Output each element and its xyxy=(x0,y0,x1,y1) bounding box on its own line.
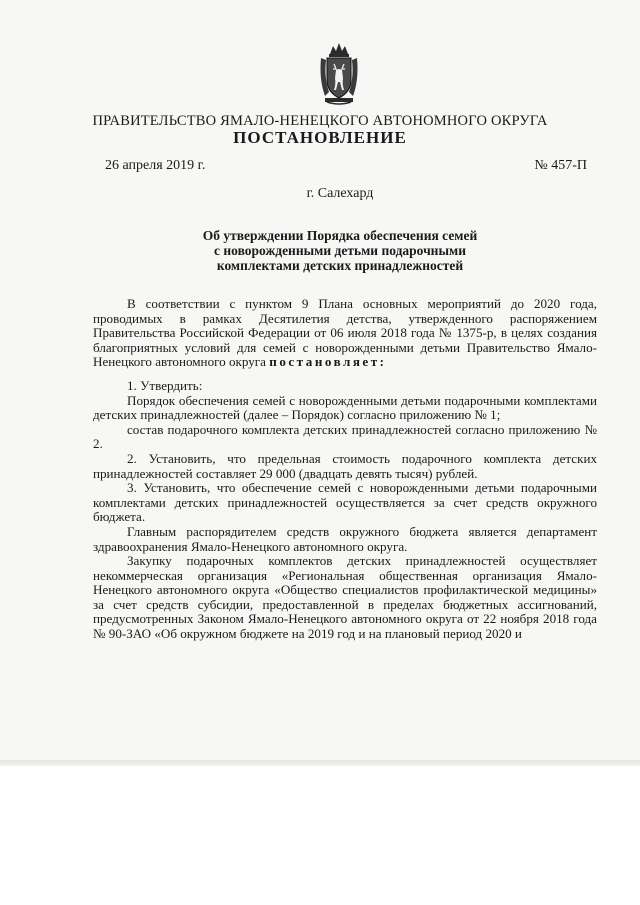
document-type: ПОСТАНОВЛЕНИЕ xyxy=(233,128,407,147)
coat-of-arms-icon xyxy=(317,40,361,106)
preamble-paragraph xyxy=(93,297,597,370)
item-3b-paragraph: Главным распорядителем средств окружного бюджета является департамент здравоохранения Ямало-Ненецкого автономного округа. xyxy=(93,523,597,554)
item-3c-paragraph: Закупку подарочных комплектов детских принадлежностей осуществляет некоммерческая организация «Региональная общественная организация Ямало-Ненецкого автономного округа «Общество специалистов профилактической медицины» за счет средств субсидии, предоставленной в пределах бюджетных ассигнований, предусмотренных Законом Ямало-Ненецкого автономного округа от 22 ноября 2018 года № 90-ЗАО «Об окружном бюджете на 2019 год и на плановый период 2020 и xyxy=(93,553,597,642)
item-3-paragraph: 3. Установить, что обеспечение семей с новорожденными детьми подарочными комплектами детских принадлежностей осуществляется за счет средств окружного бюджета. xyxy=(93,480,597,525)
document-date: 26 апреля 2019 г. xyxy=(105,158,206,173)
document-body xyxy=(93,297,597,642)
document-place: г. Салехард xyxy=(306,186,374,201)
item-1-heading: 1. Утвердить: xyxy=(127,377,203,393)
title-line-2: с новорожденными детьми подарочными xyxy=(214,243,466,258)
government-name: ПРАВИТЕЛЬСТВО ЯМАЛО-НЕНЕЦКОГО АВТОНОМНОГО ОКРУГА xyxy=(92,113,548,129)
document-title xyxy=(160,228,520,273)
title-line-3: комплектами детских принадлежностей xyxy=(216,258,464,273)
scan-edge xyxy=(0,760,640,766)
item-1b-paragraph: состав подарочного комплекта детских принадлежностей согласно приложению № 2. xyxy=(93,421,597,452)
item-2-paragraph: 2. Установить, что предельная стоимость подарочного комплекта детских принадлежностей составляет 29 000 (двадцать девять тысяч) рублей. xyxy=(93,450,597,481)
preamble-text: В соответствии с пунктом 9 Плана основных мероприятий до 2020 года, проводимых в рамках Десятилетия детства, утвержденного распоряжением Правительства Российской Федерации от 06 июля 2018 года № 1375-р, в целях создания благоприятных условий для семей с новорожденными детьми Правительство Ямало-Ненецкого автономного округа xyxy=(93,296,597,370)
document-number: № 457-П xyxy=(534,158,587,173)
resolves-word: постановляет: xyxy=(269,354,387,370)
item-1a-paragraph: Порядок обеспечения семей с новорожденными детьми подарочными комплектами детских принадлежностей (далее – Порядок) согласно приложению № 1; xyxy=(93,392,597,423)
title-line-1: Об утверждении Порядка обеспечения семей xyxy=(202,228,478,243)
